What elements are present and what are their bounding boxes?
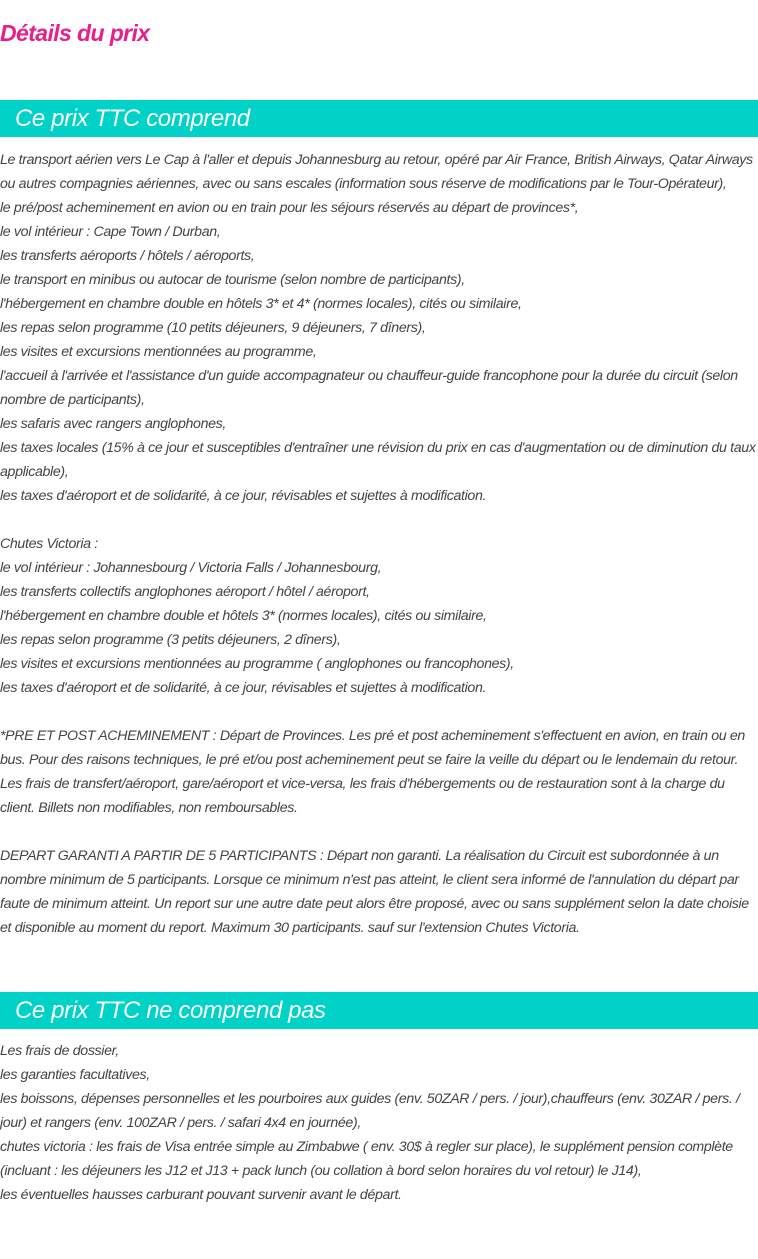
included-item: les taxes locales (15% à ce jour et susceptibles d'entraîner une révision du prix en cas d'augmentation ou de diminution du taux applicable), <box>0 440 756 480</box>
spacer <box>0 508 758 532</box>
included-item: le vol intérieur : Cape Town / Durban, <box>0 224 221 240</box>
victoria-item: les transferts collectifs anglophones aéroport / hôtel / aéroport, <box>0 584 370 600</box>
preacheminement-note: *PRE ET POST ACHEMINEMENT : Départ de Provinces. Les pré et post acheminement s'effectuent en avion, en train ou en bus. Pour des raisons techniques, le pré et/ou post acheminement peut se faire la veille du départ ou le lendemain du retour. Les frais de transfert/aéroport, gare/aéroport et vice-versa, les frais d'hébergements ou de restauration sont à la charge du client. Billets non modifiables, non remboursables. <box>0 728 745 816</box>
victoria-item: les visites et excursions mentionnées au programme ( anglophones ou francophones), <box>0 656 514 672</box>
included-item: l'hébergement en chambre double en hôtels 3* et 4* (normes locales), cités ou similaire, <box>0 296 522 312</box>
excluded-section-body <box>0 1039 758 1207</box>
excluded-item: les boissons, dépenses personnelles et les pourboires aux guides (env. 50ZAR / pers. / jour),chauffeurs (env. 30ZAR / pers. / jour) et rangers (env. 100ZAR / pers. / safari 4x4 en journée), <box>0 1091 740 1131</box>
included-item: le transport en minibus ou autocar de tourisme (selon nombre de participants), <box>0 272 465 288</box>
page-title: Détails du prix <box>0 20 150 46</box>
included-item: l'accueil à l'arrivée et l'assistance d'un guide accompagnateur ou chauffeur-guide francophone pour la durée du circuit (selon nombre de participants), <box>0 368 738 408</box>
victoria-item: le vol intérieur : Johannesbourg / Victoria Falls / Johannesbourg, <box>0 560 382 576</box>
included-item: les taxes d'aéroport et de solidarité, à ce jour, révisables et sujettes à modification. <box>0 488 487 504</box>
victoria-title: Chutes Victoria : <box>0 536 98 552</box>
excluded-item: Les frais de dossier, <box>0 1043 119 1059</box>
included-item: Le transport aérien vers Le Cap à l'aller et depuis Johannesburg au retour, opéré par Air France, British Airways, Qatar Airways ou autres compagnies aériennes, avec ou sans escales (information sous réserve de modifications par le Tour-Opérateur), <box>0 152 753 192</box>
included-item: les safaris avec rangers anglophones, <box>0 416 227 432</box>
spacer <box>0 820 758 844</box>
excluded-section-header: Ce prix TTC ne comprend pas <box>0 992 758 1029</box>
excluded-item: les garanties facultatives, <box>0 1067 150 1083</box>
included-item: les visites et excursions mentionnées au programme, <box>0 344 317 360</box>
excluded-item: les éventuelles hausses carburant pouvant survenir avant le départ. <box>0 1187 402 1203</box>
included-item: les transferts aéroports / hôtels / aéroports, <box>0 248 255 264</box>
included-item: les repas selon programme (10 petits déjeuners, 9 déjeuners, 7 dîners), <box>0 320 426 336</box>
included-section-header: Ce prix TTC comprend <box>0 100 758 137</box>
victoria-item: les taxes d'aéroport et de solidarité, à ce jour, révisables et sujettes à modification. <box>0 680 487 696</box>
included-section-body <box>0 148 758 940</box>
included-item: le pré/post acheminement en avion ou en train pour les séjours réservés au départ de provinces*, <box>0 200 579 216</box>
depart-garanti-note: DEPART GARANTI A PARTIR DE 5 PARTICIPANTS : Départ non garanti. La réalisation du Circuit est subordonnée à un nombre minimum de 5 participants. Lorsque ce minimum n'est pas atteint, le client sera informé de l'annulation du départ par faute de minimum atteint. Un report sur une autre date peut alors être proposé, avec ou sans supplément selon la date choisie et disponible au moment du report. Maximum 30 participants. sauf sur l'extension Chutes Victoria. <box>0 848 749 936</box>
victoria-item: l'hébergement en chambre double et hôtels 3* (normes locales), cités ou similaire, <box>0 608 487 624</box>
spacer <box>0 700 758 724</box>
excluded-item: chutes victoria : les frais de Visa entrée simple au Zimbabwe ( env. 30$ à regler sur place), le supplément pension complète (incluant : les déjeuners les J12 et J13 + pack lunch (ou collation à bord selon horaires du vol retour) le J14), <box>0 1139 733 1179</box>
victoria-item: les repas selon programme (3 petits déjeuners, 2 dîners), <box>0 632 341 648</box>
